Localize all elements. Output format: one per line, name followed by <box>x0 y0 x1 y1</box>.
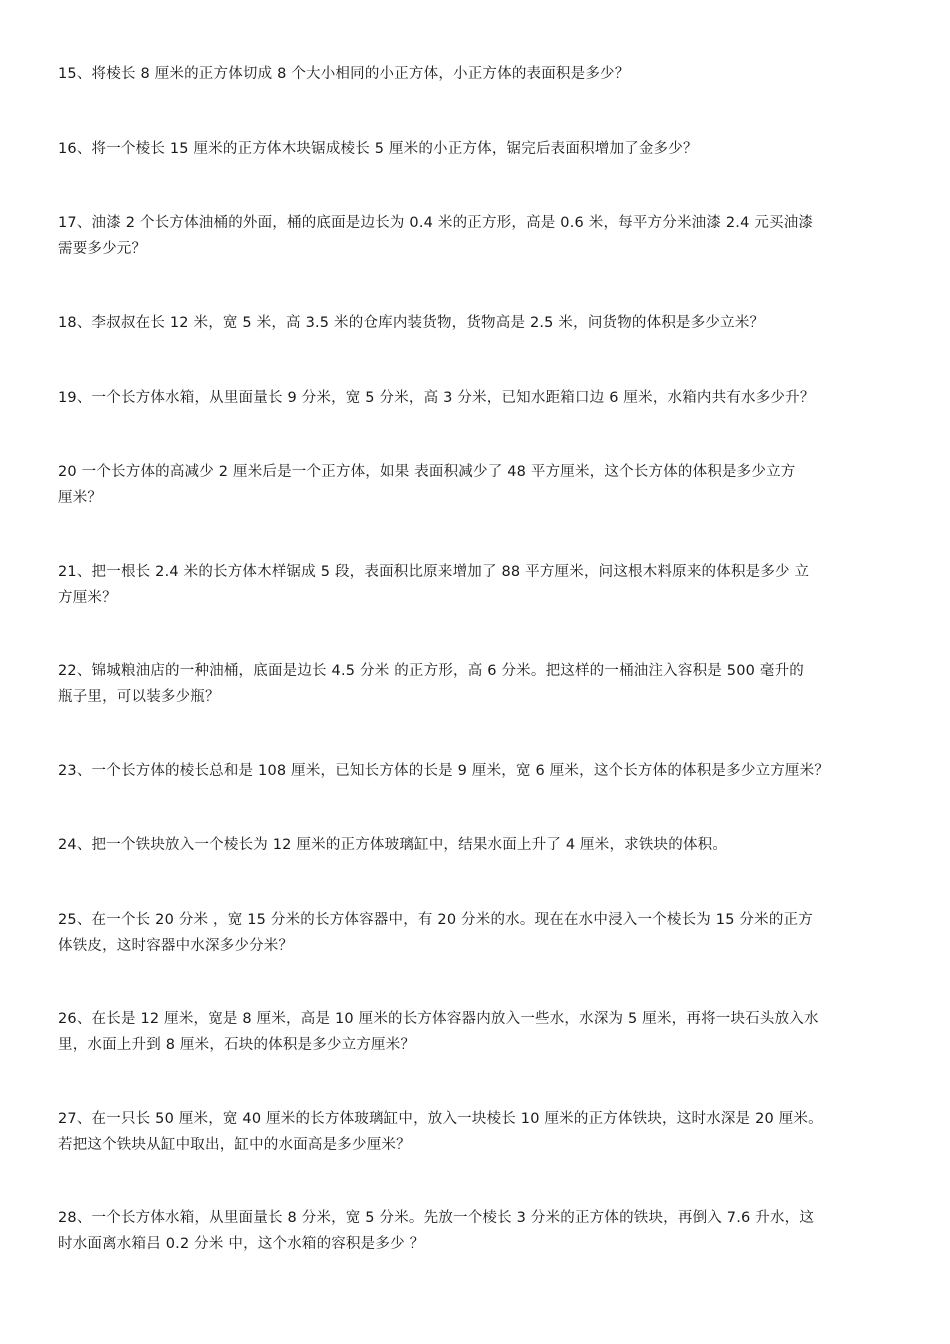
problem-20-line-2: 厘米？ <box>58 490 103 506</box>
problem-25-line-2: 体铁皮，这时容器中水深多少分米？ <box>58 938 294 954</box>
problem-28-line-1: 28、一个长方体水箱，从里面量长 8 分米，宽 5 分米。先放一个棱长 3 分米的正方体的铁块，再倒入 7.6 升水，这 <box>58 1210 815 1226</box>
problem-21-line-2: 方厘米？ <box>58 590 117 606</box>
problem-16 <box>58 136 906 162</box>
problem-27-line-2: 若把这个铁块从缸中取出，缸中的水面高是多少厘米？ <box>58 1137 411 1153</box>
problem-26-line-2: 里，水面上升到 8 厘米，石块的体积是多少立方厘米？ <box>58 1037 416 1053</box>
problem-17 <box>58 210 906 262</box>
problem-15 <box>58 61 906 87</box>
problem-26-line-1: 26、在长是 12 厘米，宽是 8 厘米，高是 10 厘米的长方体容器内放入一些水，水深为 5 厘米，再将一块石头放入水 <box>58 1011 819 1027</box>
problem-16-line-1: 16、将一个棱长 15 厘米的正方体木块锯成棱长 5 厘米的小正方体，锯完后表面积增加了金多少？ <box>58 141 698 157</box>
problem-17-line-1: 17、油漆 2 个长方体油桶的外面，桶的底面是边长为 0.4 米的正方形，高是 0.6 米，每平方分米油漆 2.4 元买油漆 <box>58 215 814 231</box>
problem-23 <box>58 758 906 784</box>
problem-19 <box>58 385 906 411</box>
problem-27 <box>58 1106 906 1158</box>
problem-24 <box>58 832 906 858</box>
problem-20 <box>58 459 906 511</box>
problem-17-line-2: 需要多少元？ <box>58 241 147 257</box>
problem-25 <box>58 907 906 959</box>
problem-28-line-2: 时水面离水箱吕 0.2 分米 中，这个水箱的容积是多少 ？ <box>58 1236 425 1252</box>
problem-27-line-1: 27、在一只长 50 厘米，宽 40 厘米的长方体玻璃缸中，放入一块棱长 10 厘米的正方体铁块，这时水深是 20 厘米。 <box>58 1111 823 1127</box>
problem-22 <box>58 658 906 710</box>
problem-23-line-1: 23、一个长方体的棱长总和是 108 厘米，已知长方体的长是 9 厘米，宽 6 厘米，这个长方体的体积是多少立方厘米？ <box>58 763 830 779</box>
problem-15-line-1: 15、将棱长 8 厘米的正方体切成 8 个大小相同的小正方体，小正方体的表面积是多少？ <box>58 66 630 82</box>
problem-28 <box>58 1205 906 1257</box>
problem-21-line-1: 21、把一根长 2.4 米的长方体木样锯成 5 段，表面积比原来增加了 88 平方厘米，问这根木料原来的体积是多少 立 <box>58 564 810 580</box>
problem-24-line-1: 24、把一个铁块放入一个棱长为 12 厘米的正方体玻璃缸中，结果水面上升了 4 厘米，求铁块的体积。 <box>58 837 728 853</box>
problem-20-line-1: 20 一个长方体的高减少 2 厘米后是一个正方体，如果 表面积减少了 48 平方厘米，这个长方体的体积是多少立方 <box>58 464 796 480</box>
problem-22-line-2: 瓶子里，可以装多少瓶？ <box>58 689 220 705</box>
problem-25-line-1: 25、在一个长 20 分米 ，宽 15 分米的长方体容器中，有 20 分米的水。现在在水中浸入一个棱长为 15 分米的正方 <box>58 912 813 928</box>
problem-21 <box>58 559 906 611</box>
problem-18-line-1: 18、李叔叔在长 12 米，宽 5 米，高 3.5 米的仓库内装货物，货物高是 2.5 米，问货物的体积是多少立米？ <box>58 315 765 331</box>
problem-22-line-1: 22、锦城粮油店的一种油桶，底面是边长 4.5 分米 的正方形，高 6 分米。把这样的一桶油注入容积是 500 毫升的 <box>58 663 804 679</box>
problem-19-line-1: 19、一个长方体水箱，从里面量长 9 分米，宽 5 分米，高 3 分米，已知水距箱口边 6 厘米，水箱内共有水多少升？ <box>58 390 815 406</box>
problem-26 <box>58 1006 906 1058</box>
problem-18 <box>58 310 906 336</box>
